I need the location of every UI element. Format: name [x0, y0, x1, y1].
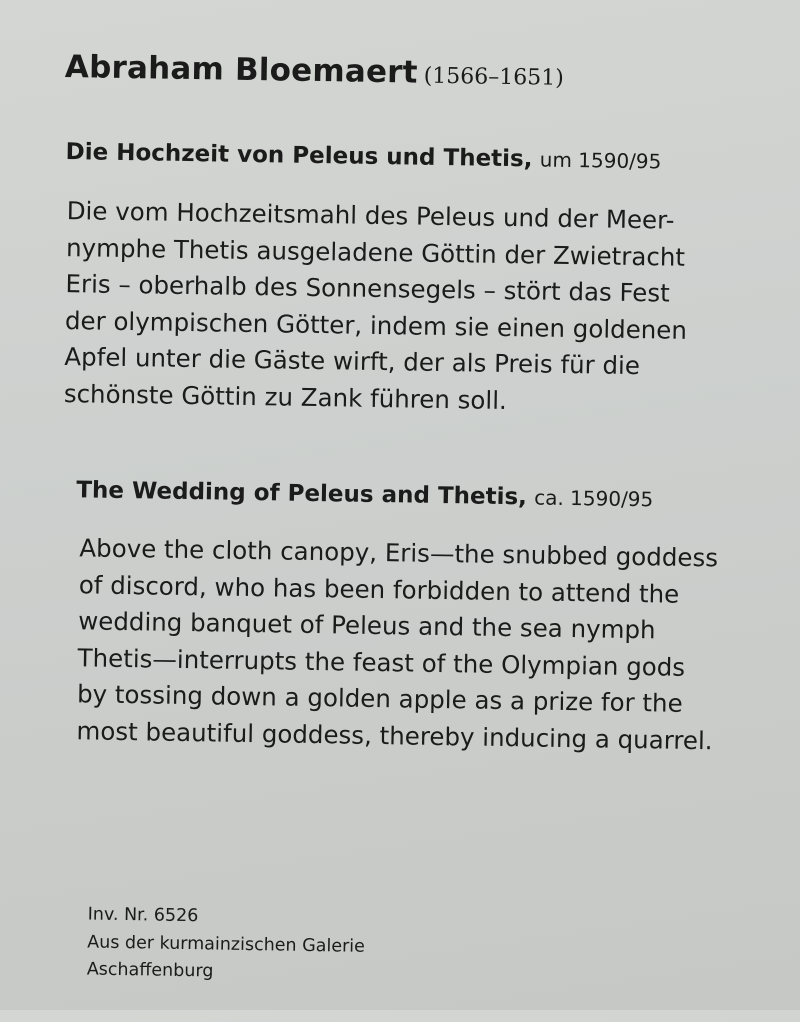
- german-title-text: Die Hochzeit von Peleus und Thetis,: [65, 139, 533, 173]
- german-date: um 1590/95: [539, 147, 662, 174]
- german-line: nymphe Thetis ausgeladene Göttin der Zwietracht: [65, 232, 686, 272]
- english-line: by tossing down a golden apple as a prize for the: [76, 679, 683, 718]
- english-date: ca. 1590/95: [534, 485, 654, 512]
- provenance-line: Aschaffenburg: [86, 959, 214, 982]
- german-description: [64, 193, 689, 422]
- german-line: schönste Göttin zu Zank führen soll.: [63, 378, 508, 415]
- german-line: der olympischen Götter, indem sie einen goldenen: [64, 305, 688, 345]
- english-line: Thetis—interrupts the feast of the Olympian gods: [77, 642, 686, 682]
- english-title: [76, 477, 653, 512]
- english-line: most beautiful goddess, thereby inducing a quarrel.: [76, 715, 713, 755]
- german-line: Eris – oberhalb des Sonnensegels – stört das Fest: [65, 269, 670, 308]
- artist-heading: [65, 49, 564, 93]
- english-description: [76, 530, 718, 759]
- german-line: Die vom Hochzeitsmahl des Peleus und der Meer-: [66, 196, 675, 235]
- english-line: wedding banquet of Peleus and the sea nymph: [78, 606, 656, 645]
- german-line: Apfel unter die Gäste wirft, der als Preis für die: [64, 342, 641, 381]
- english-line: Above the cloth canopy, Eris—the snubbed goddess: [79, 533, 719, 573]
- english-title-text: The Wedding of Peleus and Thetis,: [76, 477, 528, 511]
- inventory-number: Inv. Nr. 6526: [87, 904, 199, 927]
- german-title: [65, 139, 661, 174]
- provenance-line: Aus der kurmainzischen Galerie: [87, 931, 366, 957]
- artist-dates: (1566–1651): [423, 63, 565, 91]
- artist-name: Abraham Bloemaert: [64, 49, 419, 91]
- english-line: of discord, who has been forbidden to attend the: [78, 569, 680, 609]
- inventory-footer: [87, 901, 366, 988]
